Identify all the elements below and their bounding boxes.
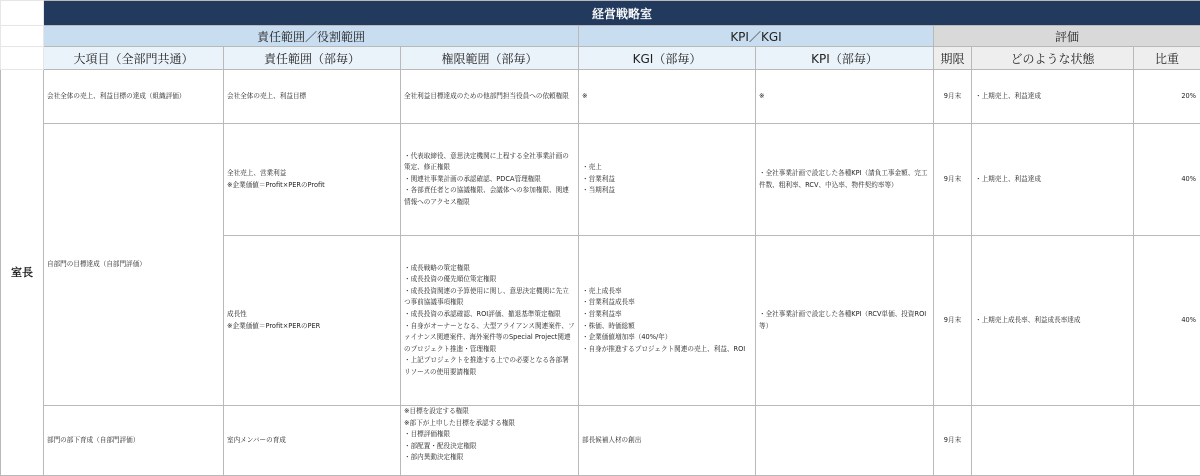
- cell-state: [972, 406, 1134, 476]
- cell-responsibility: 会社全体の売上、利益目標: [224, 70, 401, 124]
- col-header-kgi: KGI（部毎）: [579, 47, 756, 70]
- col-header-major-item: 大項目（全部門共通）: [44, 47, 224, 70]
- col-header-weight: 比重: [1134, 47, 1200, 70]
- cell-weight: 40%: [1134, 124, 1200, 236]
- cell-responsibility: 室内メンバーの育成: [224, 406, 401, 476]
- cell-authority: 全社利益目標達成のための他部門担当役員への依頼権限: [401, 70, 579, 124]
- corner-blank: [1, 47, 44, 70]
- cell-deadline: 9月末: [934, 70, 972, 124]
- cell-state: ・上期売上、利益達成: [972, 70, 1134, 124]
- cell-major: 自部門の目標達成（自部門評価）: [44, 124, 224, 406]
- cell-state: ・上期売上成長率、利益成長率達成: [972, 236, 1134, 406]
- col-header-state: どのような状態: [972, 47, 1134, 70]
- table-row: [1, 70, 1200, 124]
- cell-authority: ・代表取締役、意思決定機関に上程する全社事業計画の策定、修正権限 ・関連社事業計画の承認確認、PDCA管理権限 ・各部責任者との協議権限、会議体への参加権限、関連情報へのアクセス権限: [401, 124, 579, 236]
- cell-deadline: 9月末: [934, 406, 972, 476]
- cell-kgi: 部長候補人材の創出: [579, 406, 756, 476]
- corner-blank: [1, 26, 44, 47]
- cell-weight: 40%: [1134, 236, 1200, 406]
- cell-kpi: ・全社事業計画で設定した各種KPI（請負工事金額、完工件数、粗利率、RCV、中込率、物件契約率等）: [756, 124, 934, 236]
- page-title: 経営戦略室: [44, 1, 1200, 26]
- cell-responsibility: 成長性 ※企業価値＝Profit×PERのPER: [224, 236, 401, 406]
- cell-weight: 20%: [1134, 70, 1200, 124]
- cell-kpi: [756, 406, 934, 476]
- cell-deadline: 9月末: [934, 236, 972, 406]
- table-row: [1, 124, 1200, 236]
- table-row: [1, 406, 1200, 476]
- cell-kgi: ・売上 ・営業利益 ・当期利益: [579, 124, 756, 236]
- cell-state: ・上期売上、利益達成: [972, 124, 1134, 236]
- cell-kgi: ・売上成長率 ・営業利益成長率 ・営業利益率 ・株価、時価総額 ・企業価値増加率（40%/年） ・自身が推進するプロジェクト関連の売上、利益、ROI: [579, 236, 756, 406]
- cell-authority: ※目標を設定する権限 ※部下が上申した目標を承認する権限 ・目標評価権限 ・部配置・配役決定権限 ・部内異動決定権限: [401, 406, 579, 476]
- cell-major: 部門の部下育成（自部門評価）: [44, 406, 224, 476]
- col-header-responsibility: 責任範囲（部毎）: [224, 47, 401, 70]
- group-kpi-kgi: KPI／KGI: [579, 26, 934, 47]
- col-header-deadline: 期限: [934, 47, 972, 70]
- corner-blank: [1, 1, 44, 26]
- cell-deadline: 9月末: [934, 124, 972, 236]
- col-header-kpi: KPI（部毎）: [756, 47, 934, 70]
- cell-responsibility: 全社売上、営業利益 ※企業価値＝Profit×PERのProfit: [224, 124, 401, 236]
- cell-kpi: ※: [756, 70, 934, 124]
- cell-weight: [1134, 406, 1200, 476]
- cell-kgi: ※: [579, 70, 756, 124]
- role-label: 室長: [1, 70, 44, 476]
- group-evaluation: 評価: [934, 26, 1200, 47]
- cell-major: 会社全体の売上、利益目標の達成（組織評価）: [44, 70, 224, 124]
- cell-kpi: ・全社事業計画で設定した各種KPI（RCV単価、投資ROI等）: [756, 236, 934, 406]
- col-header-authority: 権限範囲（部毎）: [401, 47, 579, 70]
- cell-authority: ・成長戦略の策定権限 ・成長投資の優先順位策定権限 ・成長投資関連の予算使用に関し、意思決定機関に先立つ事前協議事項権限 ・成長投資の承認確認、ROI評価、撤退基準策定権限 ・自身がオーナーとなる、大型アライアンス関連案件、ファイナンス関連案件、海外案件等のSpecial Project関連のプロジェクト推進・管理権限 ・上記プロジェクトを推進する上での必要となる各部署リソースの使用要請権限: [401, 236, 579, 406]
- group-responsibility: 責任範囲／役割範囲: [44, 26, 579, 47]
